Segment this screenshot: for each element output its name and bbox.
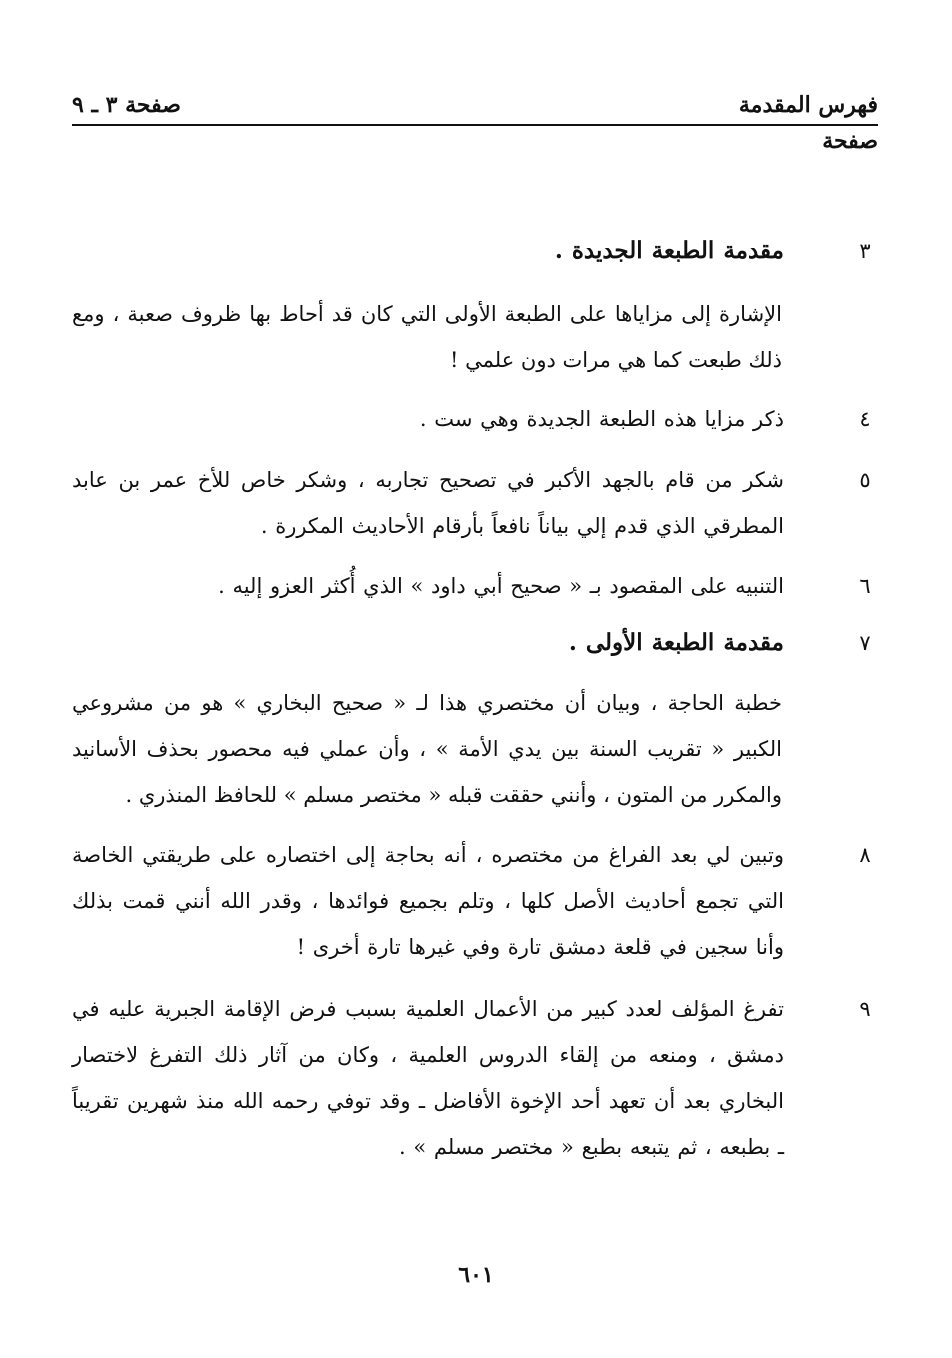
page-column-label: صفحة [822, 128, 878, 154]
page-number: ٦٠١ [458, 1262, 494, 1288]
toc-entry-paragraph: الإشارة إلى مزاياها على الطبعة الأولى التي كان قد أحاط بها ظروف صعبة ، ومع ذلك طبعت كما هي مرات دون علمي ! [72, 302, 782, 372]
toc-entry-paragraph: خطبة الحاجة ، وبيان أن مختصري هذا لـ « صحيح البخاري » هو من مشروعي الكبير « تقريب السنة بين يدي الأمة » ، وأن عملي فيه محصور بحذف الأسانيد والمكرر من المتون ، وأنني حققت قبله « مختصر مسلم » للحافظ المنذري . [72, 691, 782, 807]
entry-text: مقدمة الطبعة الجديدة . [554, 237, 784, 264]
entry-text: شكر من قام بالجهد الأكبر في تصحيح تجاربه ، وشكر خاص للأخ عمر بن عابد المطرقي الذي قدم إلي بياناً نافعاً بأرقام الأحاديث المكررة . [72, 468, 784, 538]
toc-entry [72, 563, 878, 609]
running-header [72, 84, 878, 118]
entry-text: مقدمة الطبعة الأولى . [568, 629, 784, 656]
entry-page-number: ٩ [859, 997, 871, 1021]
entry-text: تفرغ المؤلف لعدد كبير من الأعمال العلمية بسبب فرض الإقامة الجبرية عليه في دمشق ، ومنعه من إلقاء الدروس العلمية ، وكان من آثار ذلك التفرغ لاختصار البخاري بعد أن تعهد أحد الإخوة الأفاضل ـ وقد توفي رحمه الله منذ شهرين تقريباً ـ بطبعه ، ثم يتبعه بطبع « مختصر مسلم » . [72, 997, 784, 1159]
header-rule [72, 124, 878, 126]
header-page-range: صفحة ٣ ـ ٩ [72, 92, 181, 118]
entry-text: التنبيه على المقصود بـ « صحيح أبي داود » الذي أُكثر العزو إليه . [218, 574, 784, 598]
toc-entry-heading-new-edition [72, 228, 878, 274]
entry-page-number: ٧ [859, 631, 871, 655]
toc-entry-heading-first-edition [72, 620, 878, 666]
entry-text: ذكر مزايا هذه الطبعة الجديدة وهي ست . [419, 407, 784, 431]
header-title: فهرس المقدمة [738, 92, 878, 118]
entry-text: وتبين لي بعد الفراغ من مختصره ، أنه بحاجة إلى اختصاره على طريقتي الخاصة التي تجمع أحاديث الأصل كلها ، وتلم بجميع فوائدها ، وقدر الله أنني قمت بذلك وأنا سجين في قلعة دمشق تارة وفي غيرها تارة أخرى ! [72, 843, 784, 959]
toc-entry [72, 396, 878, 442]
entry-page-number: ٣ [859, 239, 871, 263]
toc-entry [72, 832, 878, 970]
entry-page-number: ٤ [859, 407, 871, 431]
entry-page-number: ٦ [859, 574, 871, 598]
entry-page-number: ٥ [859, 468, 871, 492]
toc-entry [72, 986, 878, 1170]
toc-entry [72, 457, 878, 549]
entry-page-number: ٨ [859, 843, 871, 867]
